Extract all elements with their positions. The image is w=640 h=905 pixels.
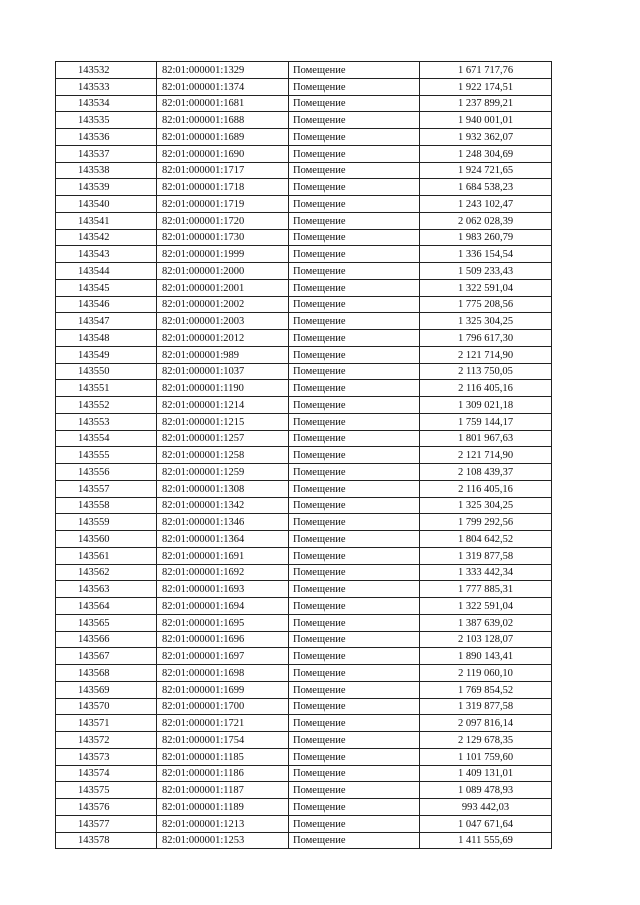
row-number-cell: 143567	[56, 648, 157, 665]
cadastral-number-cell: 82:01:000001:1259	[157, 464, 289, 481]
cadastral-value-cell: 2 103 128,07	[420, 631, 552, 648]
table-row	[56, 95, 552, 112]
object-type-cell: Помещение	[289, 196, 420, 213]
table-row	[56, 681, 552, 698]
object-type-cell: Помещение	[289, 129, 420, 146]
row-number-cell: 143532	[56, 62, 157, 79]
object-type-cell: Помещение	[289, 681, 420, 698]
object-type-cell: Помещение	[289, 614, 420, 631]
table-row	[56, 129, 552, 146]
row-number-cell: 143537	[56, 145, 157, 162]
row-number-cell: 143545	[56, 279, 157, 296]
cadastral-number-cell: 82:01:000001:1690	[157, 145, 289, 162]
object-type-cell: Помещение	[289, 330, 420, 347]
table-row	[56, 179, 552, 196]
cadastral-value-cell: 2 097 816,14	[420, 715, 552, 732]
object-type-cell: Помещение	[289, 497, 420, 514]
cadastral-value-cell: 2 129 678,35	[420, 732, 552, 749]
table-row	[56, 698, 552, 715]
cadastral-value-cell: 1 243 102,47	[420, 196, 552, 213]
row-number-cell: 143575	[56, 782, 157, 799]
table-row	[56, 598, 552, 615]
cadastral-value-cell: 1 801 967,63	[420, 430, 552, 447]
cadastral-value-cell: 1 309 021,18	[420, 397, 552, 414]
cadastral-number-cell: 82:01:000001:1257	[157, 430, 289, 447]
table-row	[56, 497, 552, 514]
cadastral-number-cell: 82:01:000001:1754	[157, 732, 289, 749]
row-number-cell: 143560	[56, 531, 157, 548]
table-row	[56, 480, 552, 497]
cadastral-value-cell: 1 796 617,30	[420, 330, 552, 347]
row-number-cell: 143551	[56, 380, 157, 397]
object-type-cell: Помещение	[289, 179, 420, 196]
table-row	[56, 631, 552, 648]
object-type-cell: Помещение	[289, 782, 420, 799]
table-row	[56, 346, 552, 363]
object-type-cell: Помещение	[289, 698, 420, 715]
row-number-cell: 143558	[56, 497, 157, 514]
cadastral-number-cell: 82:01:000001:2001	[157, 279, 289, 296]
row-number-cell: 143555	[56, 447, 157, 464]
cadastral-number-cell: 82:01:000001:1213	[157, 815, 289, 832]
object-type-cell: Помещение	[289, 397, 420, 414]
cadastral-number-cell: 82:01:000001:1691	[157, 547, 289, 564]
object-type-cell: Помещение	[289, 246, 420, 263]
cadastral-value-cell: 1 325 304,25	[420, 497, 552, 514]
table-row	[56, 531, 552, 548]
object-type-cell: Помещение	[289, 346, 420, 363]
row-number-cell: 143556	[56, 464, 157, 481]
registry-table-body	[56, 62, 552, 849]
cadastral-number-cell: 82:01:000001:2003	[157, 313, 289, 330]
table-row	[56, 782, 552, 799]
table-row	[56, 263, 552, 280]
cadastral-value-cell: 1 336 154,54	[420, 246, 552, 263]
cadastral-number-cell: 82:01:000001:1999	[157, 246, 289, 263]
table-row	[56, 581, 552, 598]
table-row	[56, 715, 552, 732]
object-type-cell: Помещение	[289, 564, 420, 581]
row-number-cell: 143541	[56, 212, 157, 229]
cadastral-number-cell: 82:01:000001:1215	[157, 413, 289, 430]
cadastral-number-cell: 82:01:000001:1688	[157, 112, 289, 129]
cadastral-value-cell: 1 804 642,52	[420, 531, 552, 548]
object-type-cell: Помещение	[289, 748, 420, 765]
cadastral-number-cell: 82:01:000001:1037	[157, 363, 289, 380]
row-number-cell: 143550	[56, 363, 157, 380]
cadastral-value-cell: 2 116 405,16	[420, 380, 552, 397]
cadastral-value-cell: 1 325 304,25	[420, 313, 552, 330]
cadastral-value-cell: 1 322 591,04	[420, 279, 552, 296]
row-number-cell: 143533	[56, 78, 157, 95]
cadastral-value-cell: 1 047 671,64	[420, 815, 552, 832]
cadastral-number-cell: 82:01:000001:1253	[157, 832, 289, 849]
object-type-cell: Помещение	[289, 514, 420, 531]
row-number-cell: 143539	[56, 179, 157, 196]
object-type-cell: Помещение	[289, 296, 420, 313]
table-row	[56, 430, 552, 447]
row-number-cell: 143566	[56, 631, 157, 648]
row-number-cell: 143553	[56, 413, 157, 430]
cadastral-value-cell: 2 121 714,90	[420, 447, 552, 464]
cadastral-number-cell: 82:01:000001:1719	[157, 196, 289, 213]
table-row	[56, 112, 552, 129]
table-row	[56, 145, 552, 162]
cadastral-number-cell: 82:01:000001:1364	[157, 531, 289, 548]
object-type-cell: Помещение	[289, 648, 420, 665]
object-type-cell: Помещение	[289, 732, 420, 749]
row-number-cell: 143538	[56, 162, 157, 179]
cadastral-value-cell: 1 983 260,79	[420, 229, 552, 246]
cadastral-number-cell: 82:01:000001:1189	[157, 799, 289, 816]
object-type-cell: Помещение	[289, 380, 420, 397]
cadastral-value-cell: 1 411 555,69	[420, 832, 552, 849]
row-number-cell: 143554	[56, 430, 157, 447]
cadastral-number-cell: 82:01:000001:1699	[157, 681, 289, 698]
row-number-cell: 143568	[56, 665, 157, 682]
cadastral-number-cell: 82:01:000001:1329	[157, 62, 289, 79]
row-number-cell: 143563	[56, 581, 157, 598]
row-number-cell: 143564	[56, 598, 157, 615]
cadastral-number-cell: 82:01:000001:1692	[157, 564, 289, 581]
row-number-cell: 143561	[56, 547, 157, 564]
object-type-cell: Помещение	[289, 413, 420, 430]
object-type-cell: Помещение	[289, 531, 420, 548]
cadastral-value-cell: 1 890 143,41	[420, 648, 552, 665]
table-row	[56, 614, 552, 631]
object-type-cell: Помещение	[289, 162, 420, 179]
object-type-cell: Помещение	[289, 212, 420, 229]
cadastral-value-cell: 1 671 717,76	[420, 62, 552, 79]
table-row	[56, 330, 552, 347]
cadastral-value-cell: 2 116 405,16	[420, 480, 552, 497]
table-row	[56, 380, 552, 397]
object-type-cell: Помещение	[289, 78, 420, 95]
row-number-cell: 143562	[56, 564, 157, 581]
row-number-cell: 143572	[56, 732, 157, 749]
table-row	[56, 229, 552, 246]
object-type-cell: Помещение	[289, 464, 420, 481]
row-number-cell: 143570	[56, 698, 157, 715]
table-row	[56, 279, 552, 296]
cadastral-number-cell: 82:01:000001:1720	[157, 212, 289, 229]
object-type-cell: Помещение	[289, 447, 420, 464]
cadastral-number-cell: 82:01:000001:2002	[157, 296, 289, 313]
row-number-cell: 143565	[56, 614, 157, 631]
cadastral-number-cell: 82:01:000001:1730	[157, 229, 289, 246]
cadastral-value-cell: 1 922 174,51	[420, 78, 552, 95]
cadastral-value-cell: 1 387 639,02	[420, 614, 552, 631]
table-row	[56, 564, 552, 581]
cadastral-number-cell: 82:01:000001:1374	[157, 78, 289, 95]
cadastral-value-cell: 2 119 060,10	[420, 665, 552, 682]
table-row	[56, 413, 552, 430]
cadastral-value-cell: 1 775 208,56	[420, 296, 552, 313]
table-row	[56, 748, 552, 765]
cadastral-number-cell: 82:01:000001:1721	[157, 715, 289, 732]
cadastral-value-cell: 1 089 478,93	[420, 782, 552, 799]
row-number-cell: 143578	[56, 832, 157, 849]
cadastral-number-cell: 82:01:000001:1186	[157, 765, 289, 782]
object-type-cell: Помещение	[289, 631, 420, 648]
cadastral-value-cell: 1 509 233,43	[420, 263, 552, 280]
table-row	[56, 397, 552, 414]
row-number-cell: 143544	[56, 263, 157, 280]
table-row	[56, 447, 552, 464]
cadastral-number-cell: 82:01:000001:1681	[157, 95, 289, 112]
cadastral-number-cell: 82:01:000001:1697	[157, 648, 289, 665]
cadastral-number-cell: 82:01:000001:2012	[157, 330, 289, 347]
cadastral-value-cell: 1 759 144,17	[420, 413, 552, 430]
cadastral-value-cell: 1 684 538,23	[420, 179, 552, 196]
object-type-cell: Помещение	[289, 815, 420, 832]
table-row	[56, 732, 552, 749]
cadastral-number-cell: 82:01:000001:2000	[157, 263, 289, 280]
cadastral-value-cell: 1 932 362,07	[420, 129, 552, 146]
cadastral-number-cell: 82:01:000001:1258	[157, 447, 289, 464]
object-type-cell: Помещение	[289, 715, 420, 732]
object-type-cell: Помещение	[289, 765, 420, 782]
cadastral-value-cell: 1 799 292,56	[420, 514, 552, 531]
row-number-cell: 143577	[56, 815, 157, 832]
table-row	[56, 196, 552, 213]
cadastral-value-cell: 1 333 442,34	[420, 564, 552, 581]
row-number-cell: 143546	[56, 296, 157, 313]
cadastral-number-cell: 82:01:000001:1185	[157, 748, 289, 765]
table-row	[56, 514, 552, 531]
row-number-cell: 143534	[56, 95, 157, 112]
row-number-cell: 143573	[56, 748, 157, 765]
cadastral-value-cell: 1 777 885,31	[420, 581, 552, 598]
table-row	[56, 363, 552, 380]
row-number-cell: 143540	[56, 196, 157, 213]
row-number-cell: 143557	[56, 480, 157, 497]
cadastral-value-cell: 2 121 714,90	[420, 346, 552, 363]
cadastral-value-cell: 2 062 028,39	[420, 212, 552, 229]
table-row	[56, 162, 552, 179]
cadastral-number-cell: 82:01:000001:1696	[157, 631, 289, 648]
cadastral-value-cell: 2 113 750,05	[420, 363, 552, 380]
cadastral-value-cell: 993 442,03	[420, 799, 552, 816]
cadastral-number-cell: 82:01:000001:1346	[157, 514, 289, 531]
cadastral-value-cell: 1 940 001,01	[420, 112, 552, 129]
object-type-cell: Помещение	[289, 279, 420, 296]
cadastral-number-cell: 82:01:000001:1187	[157, 782, 289, 799]
object-type-cell: Помещение	[289, 363, 420, 380]
table-row	[56, 765, 552, 782]
object-type-cell: Помещение	[289, 229, 420, 246]
object-type-cell: Помещение	[289, 145, 420, 162]
cadastral-value-cell: 1 319 877,58	[420, 698, 552, 715]
object-type-cell: Помещение	[289, 313, 420, 330]
row-number-cell: 143543	[56, 246, 157, 263]
cadastral-value-cell: 1 101 759,60	[420, 748, 552, 765]
cadastral-number-cell: 82:01:000001:1694	[157, 598, 289, 615]
table-row	[56, 313, 552, 330]
table-row	[56, 212, 552, 229]
table-row	[56, 62, 552, 79]
cadastral-number-cell: 82:01:000001:1695	[157, 614, 289, 631]
object-type-cell: Помещение	[289, 263, 420, 280]
row-number-cell: 143576	[56, 799, 157, 816]
object-type-cell: Помещение	[289, 799, 420, 816]
cadastral-value-cell: 1 924 721,65	[420, 162, 552, 179]
object-type-cell: Помещение	[289, 430, 420, 447]
row-number-cell: 143548	[56, 330, 157, 347]
registry-table	[55, 61, 552, 849]
object-type-cell: Помещение	[289, 95, 420, 112]
cadastral-number-cell: 82:01:000001:989	[157, 346, 289, 363]
cadastral-value-cell: 1 237 899,21	[420, 95, 552, 112]
cadastral-number-cell: 82:01:000001:1689	[157, 129, 289, 146]
row-number-cell: 143535	[56, 112, 157, 129]
table-row	[56, 547, 552, 564]
cadastral-number-cell: 82:01:000001:1693	[157, 581, 289, 598]
cadastral-number-cell: 82:01:000001:1698	[157, 665, 289, 682]
table-row	[56, 78, 552, 95]
object-type-cell: Помещение	[289, 598, 420, 615]
cadastral-number-cell: 82:01:000001:1190	[157, 380, 289, 397]
cadastral-number-cell: 82:01:000001:1214	[157, 397, 289, 414]
table-row	[56, 296, 552, 313]
table-row	[56, 648, 552, 665]
cadastral-value-cell: 1 248 304,69	[420, 145, 552, 162]
table-row	[56, 799, 552, 816]
table-row	[56, 464, 552, 481]
table-row	[56, 815, 552, 832]
object-type-cell: Помещение	[289, 832, 420, 849]
cadastral-value-cell: 1 409 131,01	[420, 765, 552, 782]
row-number-cell: 143547	[56, 313, 157, 330]
cadastral-value-cell: 1 322 591,04	[420, 598, 552, 615]
row-number-cell: 143542	[56, 229, 157, 246]
row-number-cell: 143536	[56, 129, 157, 146]
cadastral-number-cell: 82:01:000001:1717	[157, 162, 289, 179]
table-row	[56, 665, 552, 682]
row-number-cell: 143559	[56, 514, 157, 531]
table-row	[56, 246, 552, 263]
object-type-cell: Помещение	[289, 480, 420, 497]
row-number-cell: 143569	[56, 681, 157, 698]
cadastral-value-cell: 2 108 439,37	[420, 464, 552, 481]
row-number-cell: 143574	[56, 765, 157, 782]
row-number-cell: 143552	[56, 397, 157, 414]
object-type-cell: Помещение	[289, 581, 420, 598]
object-type-cell: Помещение	[289, 547, 420, 564]
object-type-cell: Помещение	[289, 665, 420, 682]
cadastral-number-cell: 82:01:000001:1308	[157, 480, 289, 497]
row-number-cell: 143549	[56, 346, 157, 363]
cadastral-value-cell: 1 769 854,52	[420, 681, 552, 698]
object-type-cell: Помещение	[289, 112, 420, 129]
table-row	[56, 832, 552, 849]
object-type-cell: Помещение	[289, 62, 420, 79]
row-number-cell: 143571	[56, 715, 157, 732]
cadastral-number-cell: 82:01:000001:1342	[157, 497, 289, 514]
cadastral-number-cell: 82:01:000001:1700	[157, 698, 289, 715]
cadastral-value-cell: 1 319 877,58	[420, 547, 552, 564]
cadastral-number-cell: 82:01:000001:1718	[157, 179, 289, 196]
